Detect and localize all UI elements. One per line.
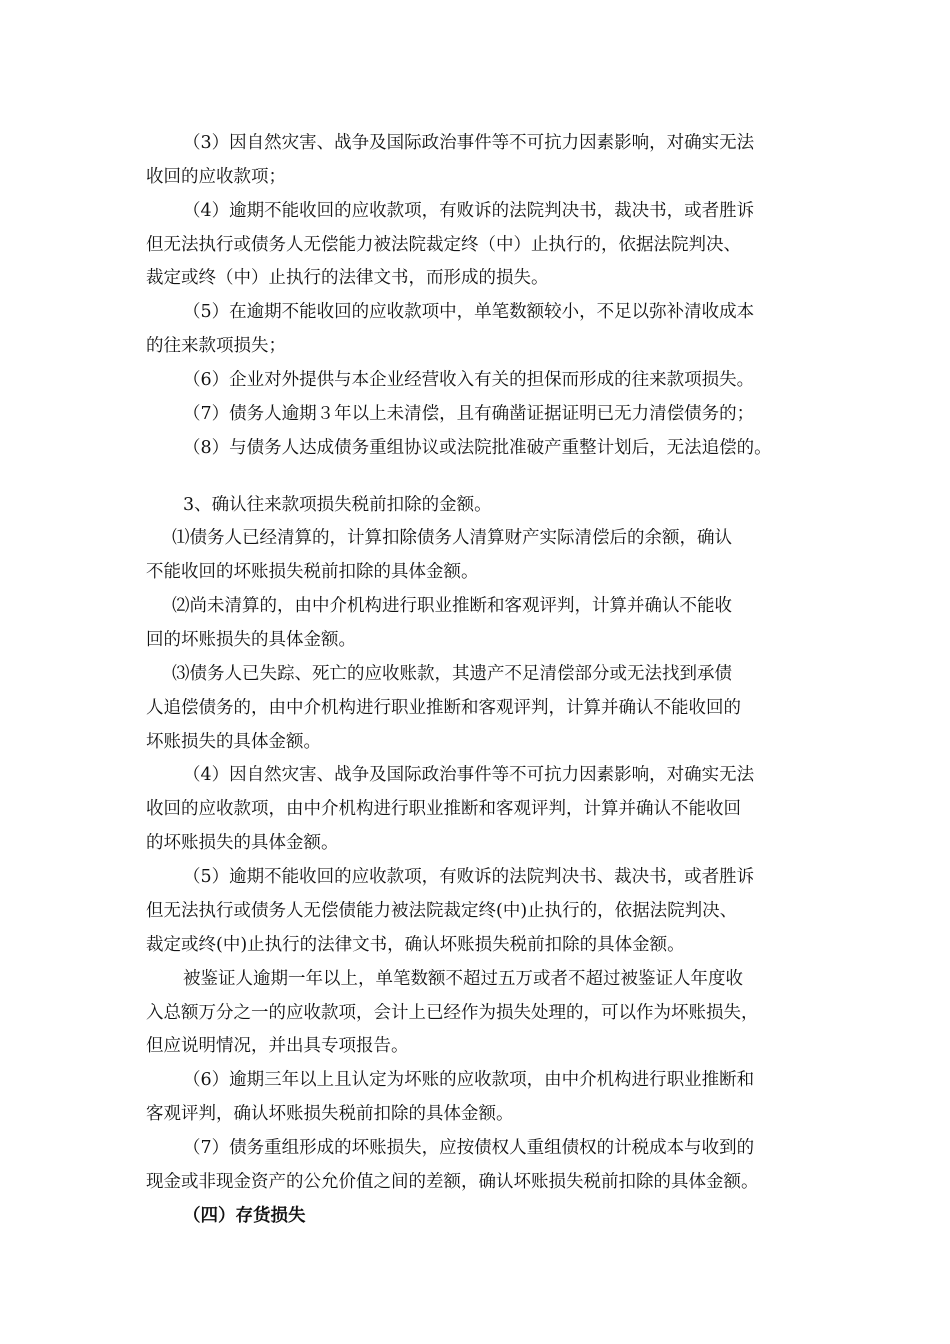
- paragraph-line: 但无法执行或债务人无偿能力被法院裁定终（中）止执行的，依据法院判决、: [146, 235, 741, 255]
- paragraph-line: 人追偿债务的，由中介机构进行职业推断和客观评判，计算并确认不能收回的: [146, 698, 741, 718]
- paragraph-line: （4）逾期不能收回的应收款项，有败诉的法院判决书，裁决书，或者胜诉: [183, 201, 755, 221]
- paragraph-line: ⑵尚未清算的，由中介机构进行职业推断和客观评判，计算并确认不能收: [172, 596, 732, 616]
- paragraph-line: （5）在逾期不能收回的应收款项中，单笔数额较小，不足以弥补清收成本: [183, 302, 755, 322]
- paragraph-line: 客观评判，确认坏账损失税前扣除的具体金额。: [146, 1104, 514, 1124]
- paragraph-line: ⑴债务人已经清算的，计算扣除债务人清算财产实际清偿后的余额，确认: [172, 528, 732, 548]
- paragraph-line: 的坏账损失的具体金额。: [146, 833, 339, 853]
- paragraph-line: 现金或非现金资产的公允价值之间的差额，确认坏账损失税前扣除的具体金额。: [146, 1172, 759, 1192]
- paragraph-line: （5）逾期不能收回的应收款项，有败诉的法院判决书、裁决书，或者胜诉: [183, 867, 755, 887]
- paragraph-line: 裁定或终（中）止执行的法律文书，而形成的损失。: [146, 268, 549, 288]
- paragraph-line: 但无法执行或债务人无偿债能力被法院裁定终(中)止执行的，依据法院判决、: [146, 901, 738, 921]
- paragraph-line: （6）逾期三年以上且认定为坏账的应收款项，由中介机构进行职业推断和: [183, 1070, 755, 1090]
- paragraph-line: 被鉴证人逾期一年以上，单笔数额不超过五万或者不超过被鉴证人年度收: [183, 969, 743, 989]
- section-heading-inventory-loss: （四）存货损失: [183, 1206, 306, 1226]
- paragraph-line: 入总额万分之一的应收款项，会计上已经作为损失处理的，可以作为坏账损失，: [146, 1003, 759, 1023]
- paragraph-line: （4）因自然灾害、战争及国际政治事件等不可抗力因素影响，对确实无法: [183, 765, 755, 785]
- paragraph-line: （8）与债务人达成债务重组协议或法院批准破产重整计划后，无法追偿的。: [183, 438, 772, 458]
- paragraph-line: 但应说明情况，并出具专项报告。: [146, 1036, 409, 1056]
- paragraph-line: 不能收回的坏账损失税前扣除的具体金额。: [146, 562, 479, 582]
- paragraph-line: 收回的应收款项，由中介机构进行职业推断和客观评判，计算并确认不能收回: [146, 799, 741, 819]
- paragraph-line: 裁定或终(中)止执行的法律文书，确认坏账损失税前扣除的具体金额。: [146, 935, 685, 955]
- paragraph-line: （7）债务重组形成的坏账损失，应按债权人重组债权的计税成本与收到的: [183, 1138, 755, 1158]
- paragraph-line: （6）企业对外提供与本企业经营收入有关的担保而形成的往来款项损失。: [183, 370, 755, 390]
- paragraph-line: 收回的应收款项；: [146, 167, 286, 187]
- paragraph-line: （3）因自然灾害、战争及国际政治事件等不可抗力因素影响，对确实无法: [183, 133, 755, 153]
- paragraph-line: ⑶债务人已失踪、死亡的应收账款，其遗产不足清偿部分或无法找到承债: [172, 664, 732, 684]
- paragraph-line: （7）债务人逾期３年以上未清偿，且有确凿证据证明已无力清偿债务的；: [183, 404, 755, 424]
- paragraph-line: 回的坏账损失的具体金额。: [146, 630, 356, 650]
- section-heading: 3、确认往来款项损失税前扣除的金额。: [183, 495, 492, 515]
- paragraph-line: 坏账损失的具体金额。: [146, 732, 321, 752]
- paragraph-line: 的往来款项损失；: [146, 336, 286, 356]
